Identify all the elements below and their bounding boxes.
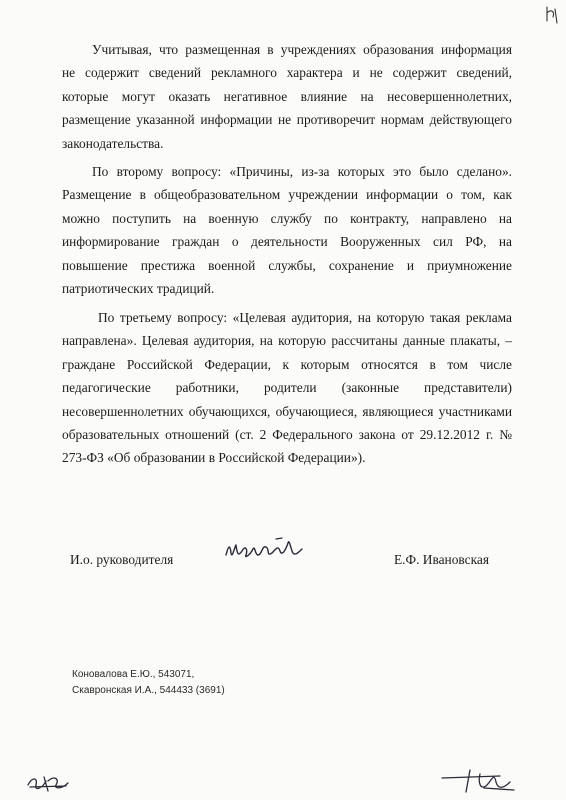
corner-mark-top xyxy=(541,3,563,27)
paragraph-third-question xyxy=(62,306,512,470)
paragraph-line: несовершеннолетних обучающихся, обучающиеся, являющиеся участниками xyxy=(62,403,512,419)
paragraph-line: повышение престижа военной службы, сохранение и приумножение xyxy=(62,257,512,273)
contact-line: Скавронская И.А., 544433 (3691) xyxy=(72,685,225,696)
paragraph-line: По второму вопросу: «Причины, из-за которых это было сделано». xyxy=(92,164,512,179)
paragraph-line: информирование граждан о деятельности Вооруженных сил РФ, на xyxy=(62,234,512,250)
initials-mark-bottom-right xyxy=(440,766,516,796)
paragraph-line: граждане Российской Федерации, к которым относятся в том числе xyxy=(62,356,512,372)
initials-mark-bottom-left xyxy=(26,771,72,795)
signatory-name: Е.Ф. Ивановская xyxy=(394,552,490,567)
paragraph-line: размещение указанной информации не противоречит нормам действующего xyxy=(62,112,512,128)
paragraph-line: Учитывая, что размещенная в учреждениях образования информация xyxy=(92,42,512,57)
handwritten-signature xyxy=(222,533,322,567)
paragraph-line: которые могут оказать негативное влияние на несовершеннолетних, xyxy=(62,88,512,104)
paragraph-line: законодательства. xyxy=(62,135,164,151)
paragraph-line: Размещение в общеобразовательном учреждении информации о том, как xyxy=(62,187,512,203)
paragraph-line: направлена». Целевая аудитория, на которую рассчитаны данные плакаты, – xyxy=(62,333,512,349)
signatory-role: И.о. руководителя xyxy=(70,552,174,567)
paragraph-line: педагогические работники, родители (законные представители) xyxy=(62,380,512,396)
paragraph-conclusion xyxy=(62,38,512,155)
paragraph-line: не содержит сведений рекламного характера и не содержит сведений, xyxy=(62,65,512,81)
paragraph-line: По третьему вопросу: «Целевая аудитория, на которую такая реклама xyxy=(98,310,512,325)
paragraph-line: 273-ФЗ «Об образовании в Российской Федерации»). xyxy=(62,450,366,466)
contact-line: Коновалова Е.Ю., 543071, xyxy=(72,669,195,680)
paragraph-line: можно поступить на военную службу по контракту, направлено на xyxy=(62,210,512,226)
executor-contacts xyxy=(72,667,225,699)
paragraph-second-question xyxy=(62,160,512,300)
paragraph-line: образовательных отношений (ст. 2 Федерального закона от 29.12.2012 г. № xyxy=(62,427,512,443)
paragraph-line: патриотических традиций. xyxy=(62,281,215,297)
